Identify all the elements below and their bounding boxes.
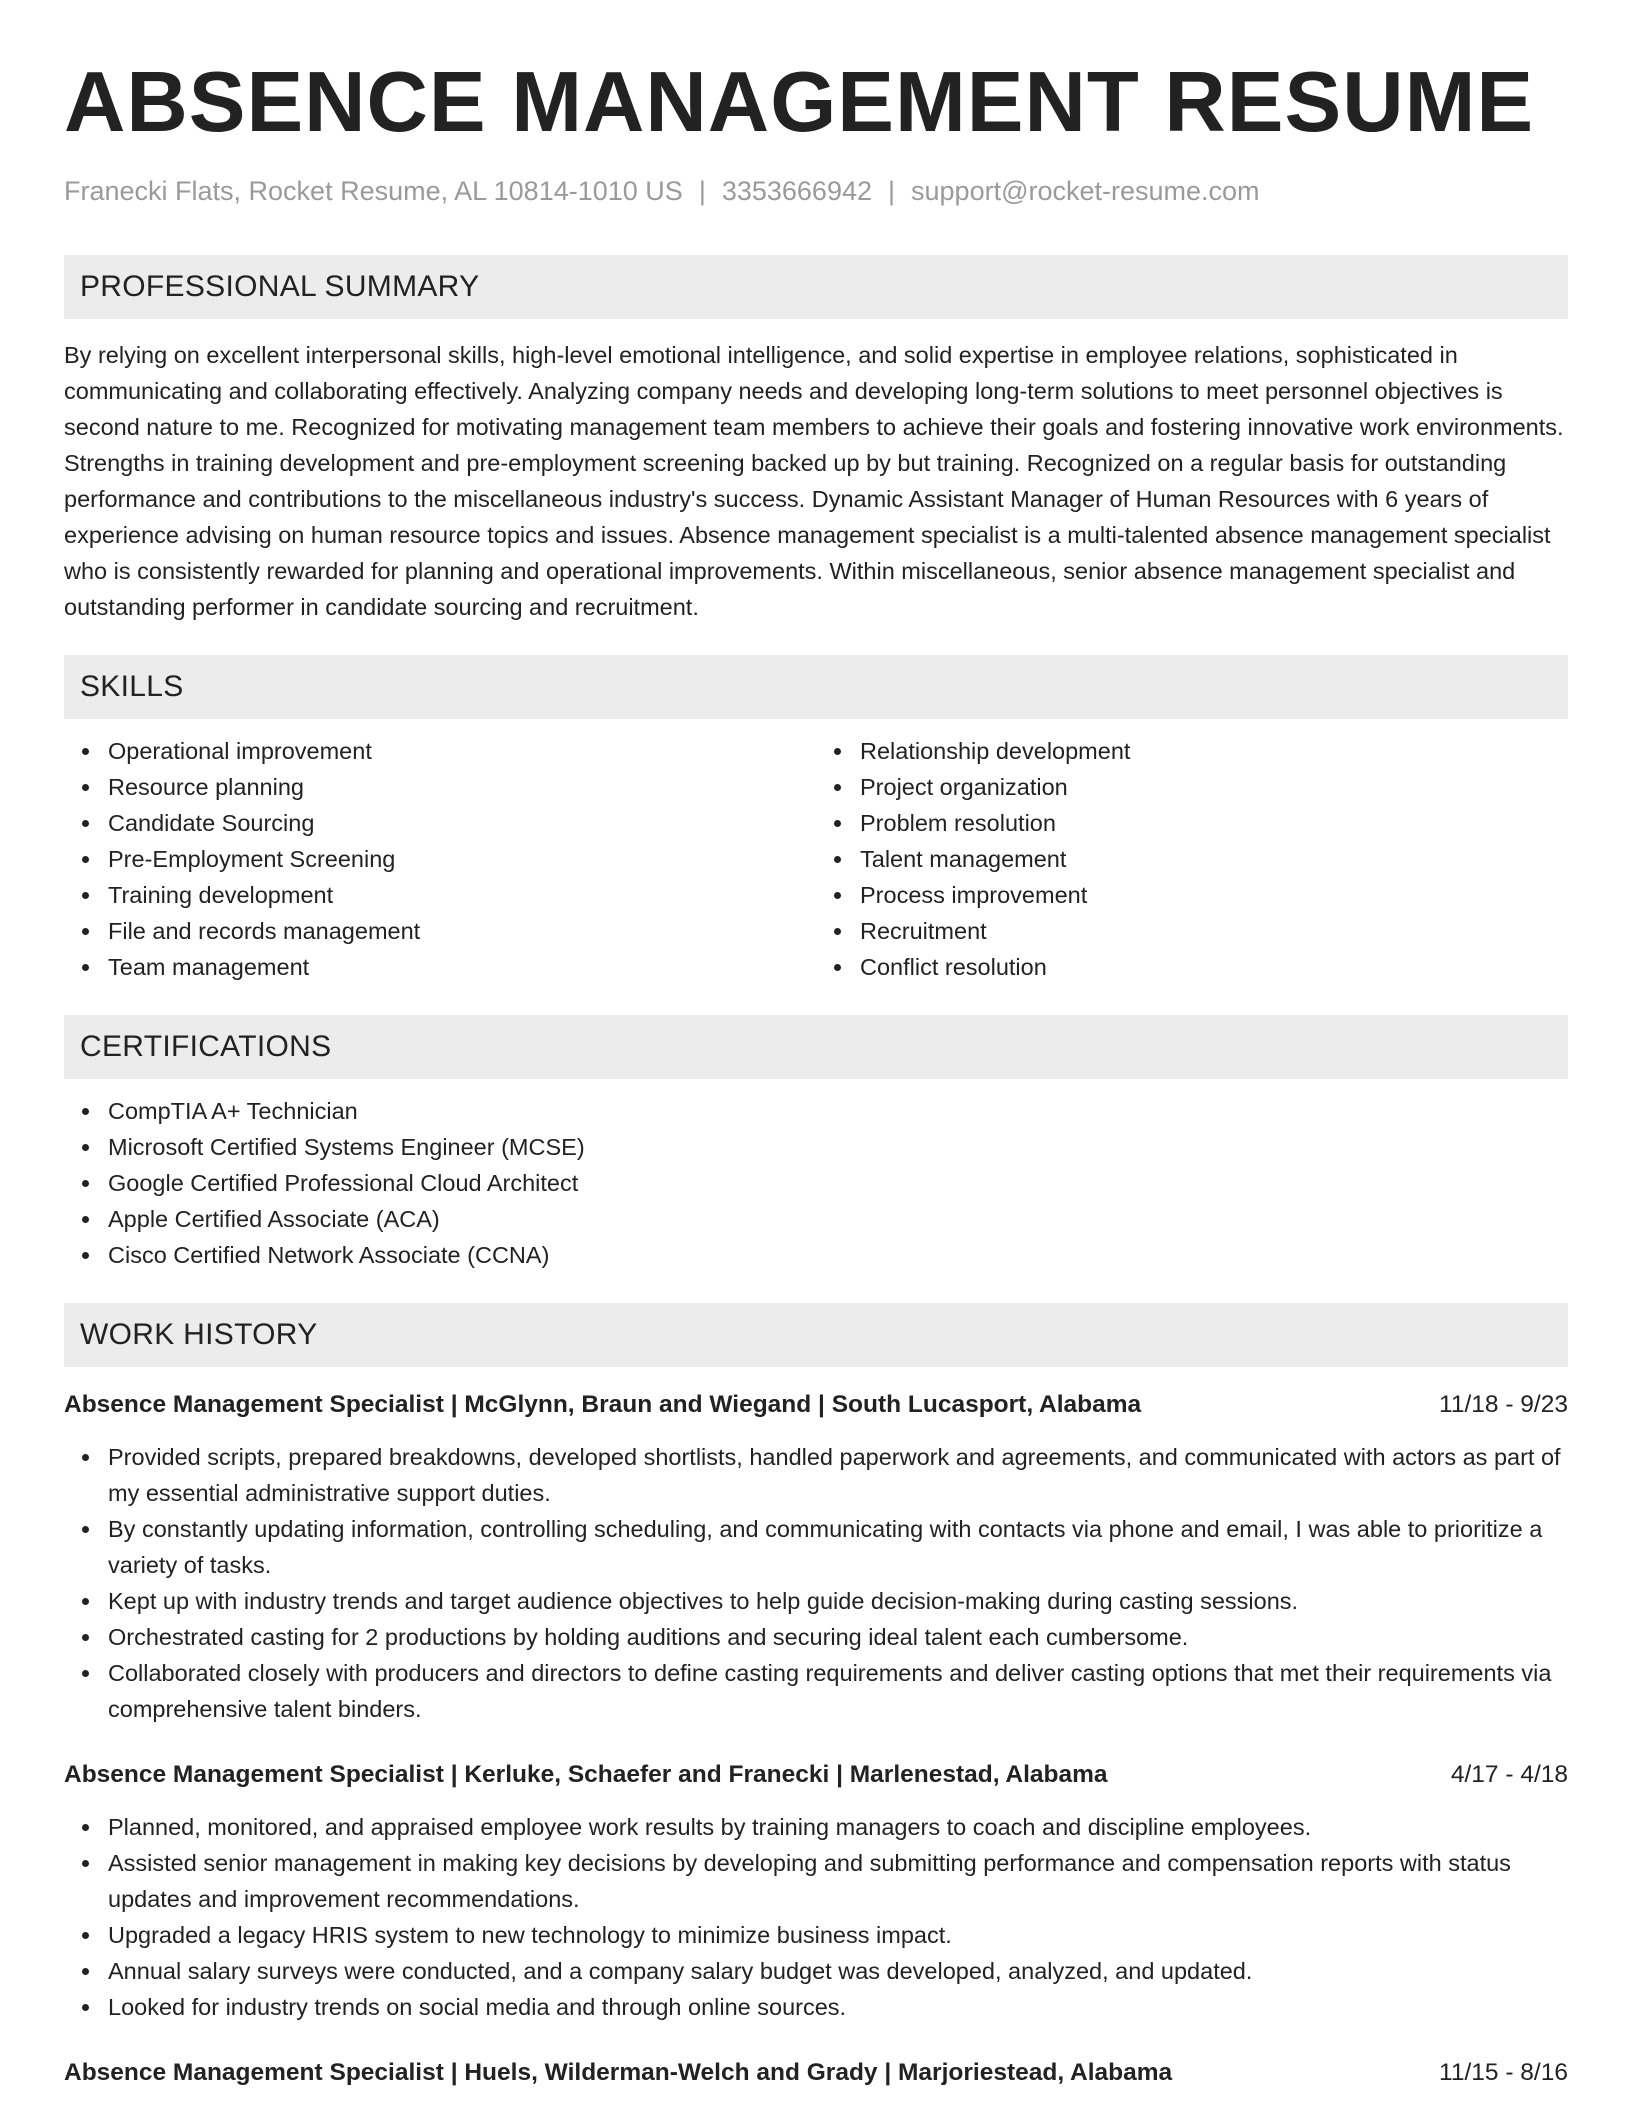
job-bullets [64, 1439, 1568, 1727]
certifications-list [64, 1093, 1568, 1273]
skill-item: Resource planning [108, 769, 816, 805]
skill-item: Project organization [860, 769, 1568, 805]
job-bullet: Planned, monitored, and appraised employee work results by training managers to coach and discipline employees. [108, 1809, 1568, 1845]
job-bullet: Annual salary surveys were conducted, and a company salary budget was developed, analyzed, and updated. [108, 1953, 1568, 1989]
certification-item: Cisco Certified Network Associate (CCNA) [108, 1237, 1568, 1273]
job-dates: 4/17 - 4/18 [1450, 1761, 1568, 1789]
skill-item: Problem resolution [860, 805, 1568, 841]
skill-item: Conflict resolution [860, 949, 1568, 985]
skill-item: Process improvement [860, 877, 1568, 913]
job-bullets [64, 1809, 1568, 2025]
skill-item: Candidate Sourcing [108, 805, 816, 841]
job-entry [64, 1387, 1568, 1727]
summary-heading: PROFESSIONAL SUMMARY [64, 255, 1568, 319]
skills-column-left [64, 733, 816, 985]
work-history-heading: WORK HISTORY [64, 1303, 1568, 1367]
job-entry [64, 2055, 1568, 2091]
job-header [64, 1757, 1568, 1793]
job-bullet: Upgraded a legacy HRIS system to new technology to minimize business impact. [108, 1917, 1568, 1953]
contact-line [64, 175, 1568, 207]
job-bullet: By constantly updating information, controlling scheduling, and communicating with contacts via phone and email, I was able to prioritize a variety of tasks. [108, 1511, 1568, 1583]
skill-item: File and records management [108, 913, 816, 949]
skill-item: Talent management [860, 841, 1568, 877]
job-dates: 11/18 - 9/23 [1439, 1391, 1568, 1419]
skills-heading: SKILLS [64, 655, 1568, 719]
certifications-heading: CERTIFICATIONS [64, 1015, 1568, 1079]
job-header [64, 2055, 1568, 2091]
skill-item: Operational improvement [108, 733, 816, 769]
contact-separator: | [888, 176, 896, 206]
certification-item: Apple Certified Associate (ACA) [108, 1201, 1568, 1237]
job-title: Absence Management Specialist | Kerluke, Schaefer and Franecki | Marlenestad, Alabama [64, 1761, 1108, 1789]
skill-item: Recruitment [860, 913, 1568, 949]
job-bullet: Orchestrated casting for 2 productions by holding auditions and securing ideal talent each cumbersome. [108, 1619, 1568, 1655]
certification-item: Google Certified Professional Cloud Architect [108, 1165, 1568, 1201]
job-title: Absence Management Specialist | McGlynn, Braun and Wiegand | South Lucasport, Alabama [64, 1391, 1142, 1419]
contact-email: support@rocket-resume.com [911, 176, 1260, 206]
job-bullet: Looked for industry trends on social media and through online sources. [108, 1989, 1568, 2025]
job-entry [64, 1757, 1568, 2025]
job-header [64, 1387, 1568, 1423]
contact-phone: 3353666942 [721, 176, 872, 206]
contact-separator: | [698, 176, 706, 206]
job-bullet: Assisted senior management in making key decisions by developing and submitting performance and compensation reports with status updates and improvement recommendations. [108, 1845, 1568, 1917]
job-dates: 11/15 - 8/16 [1439, 2059, 1568, 2087]
skill-item: Training development [108, 877, 816, 913]
job-bullet: Collaborated closely with producers and directors to define casting requirements and deliver casting options that met their requirements via comprehensive talent binders. [108, 1655, 1568, 1727]
certification-item: CompTIA A+ Technician [108, 1093, 1568, 1129]
skills-column-right [816, 733, 1568, 985]
skill-item: Relationship development [860, 733, 1568, 769]
job-bullet: Provided scripts, prepared breakdowns, developed shortlists, handled paperwork and agreements, and communicated with actors as part of my essential administrative support duties. [108, 1439, 1568, 1511]
job-bullet: Kept up with industry trends and target audience objectives to help guide decision-making during casting sessions. [108, 1583, 1568, 1619]
certification-item: Microsoft Certified Systems Engineer (MCSE) [108, 1129, 1568, 1165]
skill-item: Pre-Employment Screening [108, 841, 816, 877]
skills-list [64, 733, 1568, 985]
summary-text: By relying on excellent interpersonal skills, high-level emotional intelligence, and solid expertise in employee relations, sophisticated in communicating and collaborating effectively. Analyzing company needs and developing long-term solutions to meet personnel objectives is second nature to me. Recognized for motivating management team members to achieve their goals and fostering innovative work environments. Strengths in training development and pre-employment screening backed up by but training. Recognized on a regular basis for outstanding performance and contributions to the miscellaneous industry's success. Dynamic Assistant Manager of Human Resources with 6 years of experience advising on human resource topics and issues. Absence management specialist is a multi-talented absence management specialist who is consistently rewarded for planning and operational improvements. Within miscellaneous, senior absence management specialist and outstanding performer in candidate sourcing and recruitment. [64, 342, 1564, 621]
skill-item: Team management [108, 949, 816, 985]
contact-address: Franecki Flats, Rocket Resume, AL 10814-1010 US [64, 176, 683, 206]
resume-title: ABSENCE MANAGEMENT RESUME [64, 55, 1535, 150]
job-title: Absence Management Specialist | Huels, Wilderman-Welch and Grady | Marjoriestead, Alabama [64, 2059, 1173, 2087]
